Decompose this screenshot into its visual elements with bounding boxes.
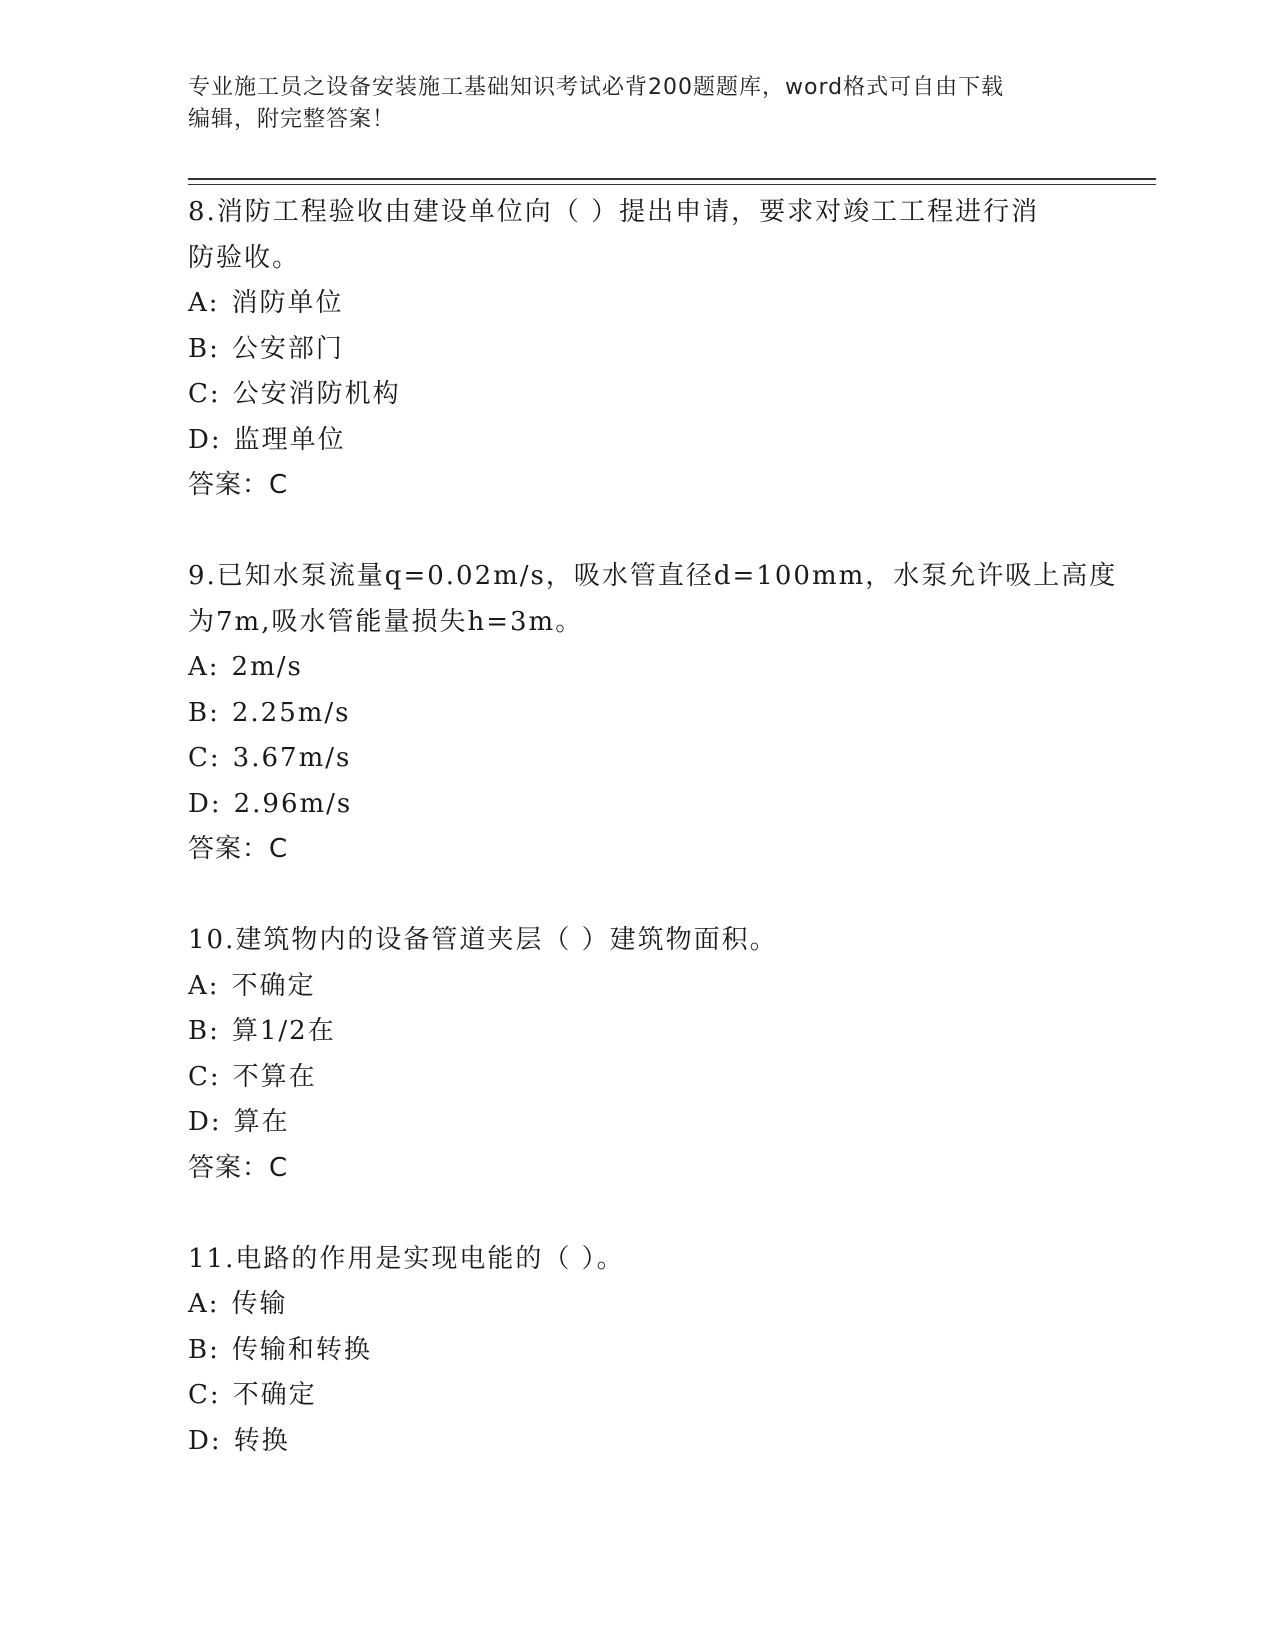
question-stem-line: 10.建筑物内的设备管道夹层（ ）建筑物面积。	[188, 925, 778, 955]
question-stem	[188, 918, 1088, 964]
option-d: D: 2.96m/s	[188, 788, 353, 819]
option-text: 算在	[233, 1107, 290, 1137]
option-c: C: 公安消防机构	[188, 379, 401, 409]
option-b: B: 传输和转换	[188, 1334, 372, 1365]
option-c: C: 不算在	[188, 1061, 317, 1092]
question-10	[188, 918, 1088, 1237]
answer-line: 答案：C	[188, 1152, 289, 1183]
option-a: A: 不确定	[188, 970, 316, 1001]
option-c: C: 不确定	[188, 1380, 317, 1410]
option-d: D: 转换	[188, 1425, 290, 1456]
option-text: 监理单位	[233, 424, 346, 455]
option-letter: A	[188, 1289, 209, 1319]
option-letter: A	[188, 970, 209, 1001]
option-letter: C	[188, 379, 210, 409]
option-a: A: 传输	[188, 1289, 288, 1319]
option-b: B: 2.25m/s	[188, 697, 351, 728]
header-divider-bottom	[188, 184, 1156, 185]
option-letter: B	[188, 697, 210, 728]
option-text: 2.25m/s	[231, 697, 351, 728]
option-text: 公安部门	[231, 333, 344, 364]
question-8	[188, 190, 1088, 554]
option-text: 公安消防机构	[232, 379, 401, 409]
option-letter: D	[188, 788, 211, 819]
question-stem-line: 为7m,吸水管能量损失h=3m。	[188, 606, 584, 637]
option-text: 不确定	[232, 1380, 317, 1410]
option-b: B: 公安部门	[188, 333, 344, 364]
option-letter: A	[188, 652, 209, 682]
option-letter: C	[188, 1380, 210, 1410]
option-letter: D	[188, 424, 211, 455]
option-text: 消防单位	[231, 288, 344, 318]
option-text: 不确定	[231, 970, 316, 1001]
option-c: C: 3.67m/s	[188, 743, 352, 773]
option-letter: B	[188, 1334, 210, 1365]
question-stem	[188, 1237, 1088, 1283]
option-d: D: 算在	[188, 1107, 290, 1137]
header-line-2: 编辑，附完整答案！	[188, 107, 396, 132]
option-text: 转换	[233, 1425, 290, 1456]
option-a: A: 消防单位	[188, 288, 344, 318]
option-letter: C	[188, 1061, 210, 1092]
option-letter: C	[188, 743, 210, 773]
option-text: 传输	[231, 1289, 288, 1319]
document-header	[188, 72, 1088, 136]
question-stem	[188, 190, 1088, 281]
question-11	[188, 1237, 1088, 1465]
question-stem-line: 11.电路的作用是实现电能的（ ）。	[188, 1243, 625, 1274]
option-letter: D	[188, 1107, 211, 1137]
option-d: D: 监理单位	[188, 424, 346, 455]
header-divider-top	[188, 178, 1156, 180]
option-text: 3.67m/s	[232, 743, 352, 773]
answer-line: 答案：C	[188, 834, 289, 864]
option-text: 传输和转换	[231, 1334, 372, 1365]
option-text: 不算在	[232, 1061, 317, 1092]
question-stem-line: 9.已知水泵流量q=0.02m/s，吸水管直径d=100mm，水泵允许吸上高度	[188, 561, 1118, 591]
option-text: 2.96m/s	[233, 788, 353, 819]
option-a: A: 2m/s	[188, 652, 303, 682]
option-letter: A	[188, 288, 209, 318]
option-text: 算1/2在	[231, 1016, 336, 1046]
question-stem-line: 防验收。	[188, 242, 301, 273]
question-stem	[188, 554, 1118, 645]
option-letter: B	[188, 1016, 210, 1046]
question-list	[188, 190, 1118, 1464]
header-line-1: 专业施工员之设备安装施工基础知识考试必背200题题库，word格式可自由下载	[188, 75, 1005, 100]
option-letter: D	[188, 1425, 211, 1456]
option-letter: B	[188, 333, 210, 364]
option-text: 2m/s	[231, 652, 303, 682]
question-stem-line: 8.消防工程验收由建设单位向（ ）提出申请，要求对竣工工程进行消	[188, 197, 1040, 227]
question-9	[188, 554, 1118, 918]
option-b: B: 算1/2在	[188, 1016, 336, 1046]
answer-line: 答案：C	[188, 470, 289, 500]
